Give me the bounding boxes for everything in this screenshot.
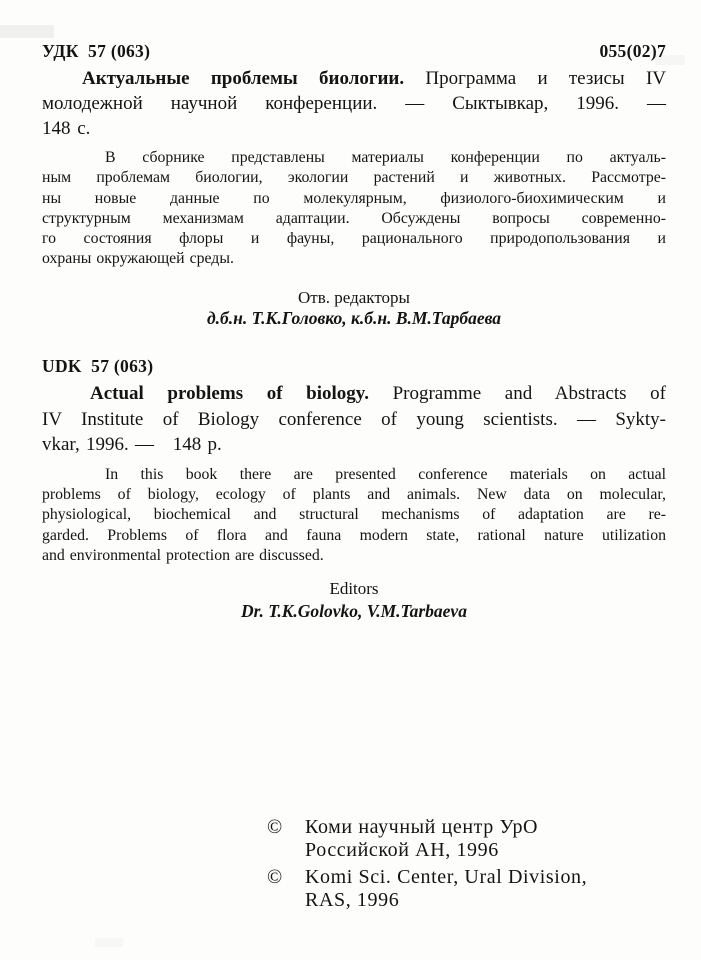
editors-names-en: Dr. T.K.Golovko, V.M.Tarbaeva [241,601,467,621]
copyright-entry-russian [267,816,667,862]
abstract-line: го состояния флоры и фауны, рационального природопользования и [42,230,666,248]
english-abstract [42,465,666,566]
abstract-line: physiological, biochemical and structural mechanisms of adaptation are re- [42,506,666,524]
english-title-line: vkar, 1996. — 148 p. [42,434,222,455]
copyright-holder-en [305,866,667,912]
russian-title-line [42,66,666,91]
udk-number-en: UDK 57 (063) [42,356,154,376]
english-editors-section [42,578,666,622]
abstract-line: problems of biology, ecology of plants and animals. New data on molecular, [42,486,666,504]
russian-subtitle: Программа и тезисы IV [425,68,666,89]
russian-book-title: Актуальные проблемы биологии. [82,68,405,89]
abstract-line: and environmental protection are discussed. [42,546,324,564]
copyright-symbol: © [267,816,283,838]
abstract-line: В сборнике представлены материалы конференции по актуаль- [105,149,666,166]
scan-artifact [95,938,123,947]
abstract-line: охраны окружающей среды. [42,250,234,268]
english-bibliographic-entry [42,381,666,458]
russian-bibliographic-entry [42,66,666,141]
copyright-line: RAS, 1996 [305,889,400,911]
russian-abstract [42,148,666,270]
abstract-line: ным проблемам биологии, экологии растений и животных. Рассмотре- [42,169,666,187]
russian-title-line: молодежной научной конференции. — Сыктывкар, 1996. — [42,93,666,114]
abstract-line: структурным механизмам адаптации. Обсуждены вопросы современно- [42,209,666,227]
copyright-symbol: © [267,866,283,888]
copyright-block [267,816,667,912]
abstract-line: ны новые данные по молекулярным, физиолого-биохимическим и [42,189,666,207]
russian-editors-section [42,287,666,329]
copyright-entry-english [267,866,667,912]
udk-number-ru: УДК 57 (063) [42,41,151,61]
editors-names-ru: д.б.н. Т.К.Головко, к.б.н. В.М.Тарбаева [206,308,502,328]
copyright-holder-ru [305,816,667,862]
abstract-line: In this book there are presented conference materials on actual [105,466,666,483]
russian-title-line: 148 с. [42,118,91,139]
copyright-line: Российской АН, 1996 [305,839,499,861]
english-book-title: Actual problems of biology. [90,383,369,404]
udk-header-row [42,41,666,62]
copyright-line: Коми научный центр УрО [305,816,539,838]
editors-label-en: Editors [329,579,379,598]
english-title-line [42,381,666,407]
udk-header-en [42,356,666,377]
classification-code: 055(02)7 [599,41,666,61]
english-title-line: IV Institute of Biology conference of young scientists. — Sykty- [42,408,666,430]
editors-label-ru: Отв. редакторы [298,288,410,307]
english-subtitle: Programme and Abstracts of [392,383,666,404]
scan-artifact [0,25,54,38]
copyright-line: Komi Sci. Center, Ural Division, [305,866,588,888]
abstract-line: garded. Problems of flora and fauna modern state, rational nature utilization [42,526,666,544]
